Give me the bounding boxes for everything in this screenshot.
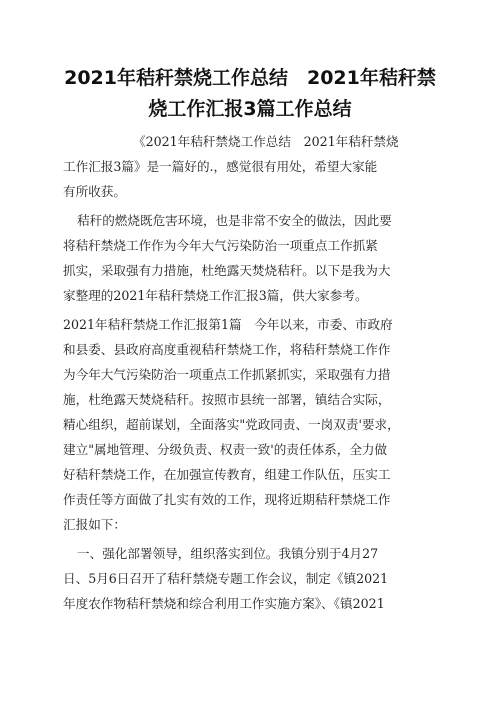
body-line-19: 年度农作物秸秆禁烧和综合利用工作实施方案》、《镇2021 xyxy=(63,596,385,611)
body-line-14: 好秸秆禁烧工作，在加强宣传教育，组建工作队伍，压实工 xyxy=(63,467,391,482)
body-line-7: 家整理的2021年秸秆禁烧工作汇报3篇，供大家参考。 xyxy=(63,288,368,303)
body-line-13: 建立"属地管理、分级负责、权责一致'的责任体系，全力做 xyxy=(63,442,388,457)
document-title-line-1: 2021年秸秆禁烧工作总结 2021年秸秆禁 xyxy=(64,67,436,89)
body-line-17: 一、强化部署领导，组织落实到位。我镇分别于4月27 xyxy=(77,546,379,561)
body-line-12: 精心组织，超前谋划，全面落实"党政同责、一岗双责'要求， xyxy=(63,417,400,432)
body-line-11: 施，杜绝露天焚烧秸秆。按照市县统一部署，镇结合实际， xyxy=(63,392,391,407)
body-line-5: 将秸秆禁烧工作作为今年大气污染防治一项重点工作抓紧 xyxy=(63,238,378,253)
body-line-1: 《2021年秸秆禁烧工作总结 2021年秸秆禁烧 xyxy=(133,134,399,149)
body-line-18: 日、5月6日召开了秸秆禁烧专题工作会议，制定《镇2021 xyxy=(63,571,389,586)
body-line-6: 抓实，采取强有力措施，杜绝露天焚烧秸秆。以下是我为大 xyxy=(63,263,391,278)
body-line-3: 有所收获。 xyxy=(63,184,126,199)
body-line-2: 工作汇报3篇》是一篇好的.，感觉很有用处，希望大家能 xyxy=(63,159,378,174)
body-line-4: 秸秆的燃烧既危害环境，也是非常不安全的做法，因此要 xyxy=(77,213,392,228)
body-line-9: 和县委、县政府高度重视秸秆禁烧工作，将秸秆禁烧工作作 xyxy=(63,342,391,357)
body-line-8: 2021年秸秆禁烧工作汇报第1篇 今年以来，市委、市政府 xyxy=(63,317,393,332)
body-line-10: 为今年大气污染防治一项重点工作抓紧抓实，采取强有力措 xyxy=(63,367,391,382)
body-line-16: 汇报如下： xyxy=(63,517,126,532)
body-line-15: 作责任等方面做了扎实有效的工作，现将近期秸秆禁烧工作 xyxy=(63,492,391,507)
document-title-line-2: 烧工作汇报3篇工作总结 xyxy=(148,98,352,120)
